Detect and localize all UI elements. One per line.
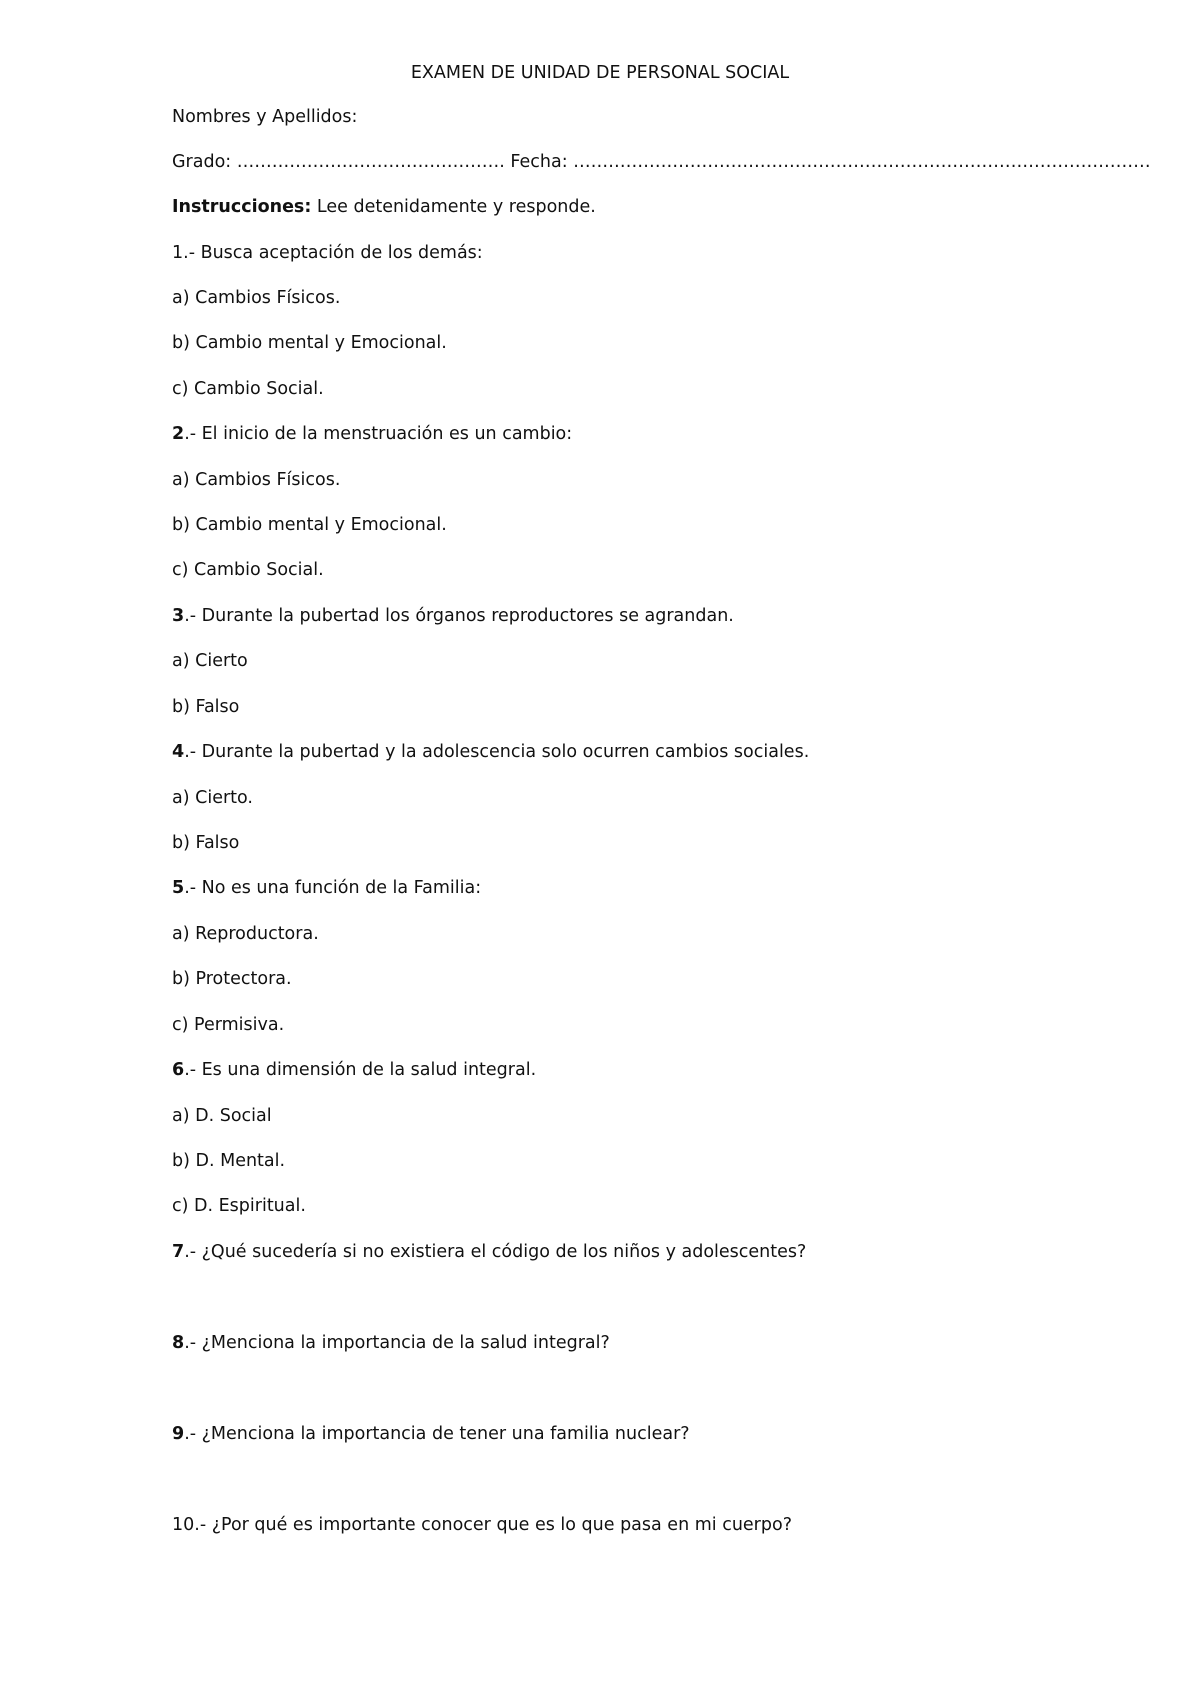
question-number: 10: [172, 1515, 195, 1535]
instructions: [172, 194, 596, 220]
question-1: [172, 240, 483, 266]
option-4b: b) Falso: [172, 833, 240, 853]
option-6a: a) D. Social: [172, 1106, 272, 1126]
grade-date-line: Grado: ………………………………………. Fecha: ………………………………………………………………………………………: [172, 152, 1151, 172]
question-text: .- Busca aceptación de los demás:: [183, 243, 483, 263]
question-number: 2: [172, 424, 185, 444]
option-6b: b) D. Mental.: [172, 1151, 286, 1171]
question-number: 8: [172, 1333, 185, 1353]
option-1b: b) Cambio mental y Emocional.: [172, 333, 447, 353]
question-text: .- ¿Por qué es importante conocer que es lo que pasa en mi cuerpo?: [194, 1515, 792, 1535]
option-6c: c) D. Espiritual.: [172, 1196, 306, 1216]
option-2c: c) Cambio Social.: [172, 560, 324, 580]
question-number: 6: [172, 1060, 185, 1080]
question-10: [172, 1512, 792, 1538]
question-number: 4: [172, 742, 185, 762]
question-7: [172, 1239, 806, 1265]
question-4: [172, 739, 809, 765]
question-number: 9: [172, 1424, 185, 1444]
question-6: [172, 1057, 536, 1083]
option-5b: b) Protectora.: [172, 969, 292, 989]
option-1c: c) Cambio Social.: [172, 379, 324, 399]
option-5a: a) Reproductora.: [172, 924, 319, 944]
option-3a: a) Cierto: [172, 651, 248, 671]
question-text: .- El inicio de la menstruación es un cambio:: [184, 424, 573, 444]
question-text: .- ¿Menciona la importancia de tener una familia nuclear?: [184, 1424, 690, 1444]
question-text: .- Es una dimensión de la salud integral.: [184, 1060, 537, 1080]
option-2a: a) Cambios Físicos.: [172, 470, 341, 490]
question-text: .- ¿Menciona la importancia de la salud integral?: [184, 1333, 610, 1353]
question-2: [172, 421, 572, 447]
name-label: Nombres y Apellidos:: [172, 107, 358, 127]
question-9: [172, 1421, 690, 1447]
question-3: [172, 603, 734, 629]
question-text: .- Durante la pubertad y la adolescencia solo ocurren cambios sociales.: [184, 742, 810, 762]
option-4a: a) Cierto.: [172, 788, 253, 808]
option-5c: c) Permisiva.: [172, 1015, 285, 1035]
question-5: [172, 875, 481, 901]
question-number: 3: [172, 606, 185, 626]
instructions-text: Lee detenidamente y responde.: [311, 197, 596, 217]
option-3b: b) Falso: [172, 697, 240, 717]
question-text: .- No es una función de la Familia:: [184, 878, 482, 898]
question-number: 5: [172, 878, 185, 898]
question-text: .- Durante la pubertad los órganos reproductores se agrandan.: [184, 606, 734, 626]
option-2b: b) Cambio mental y Emocional.: [172, 515, 447, 535]
exam-title: EXAMEN DE UNIDAD DE PERSONAL SOCIAL: [410, 63, 790, 83]
question-8: [172, 1330, 610, 1356]
question-text: .- ¿Qué sucedería si no existiera el código de los niños y adolescentes?: [184, 1242, 807, 1262]
question-number: 1: [172, 243, 184, 263]
instructions-label: Instrucciones:: [172, 197, 312, 217]
question-number: 7: [172, 1242, 185, 1262]
option-1a: a) Cambios Físicos.: [172, 288, 341, 308]
